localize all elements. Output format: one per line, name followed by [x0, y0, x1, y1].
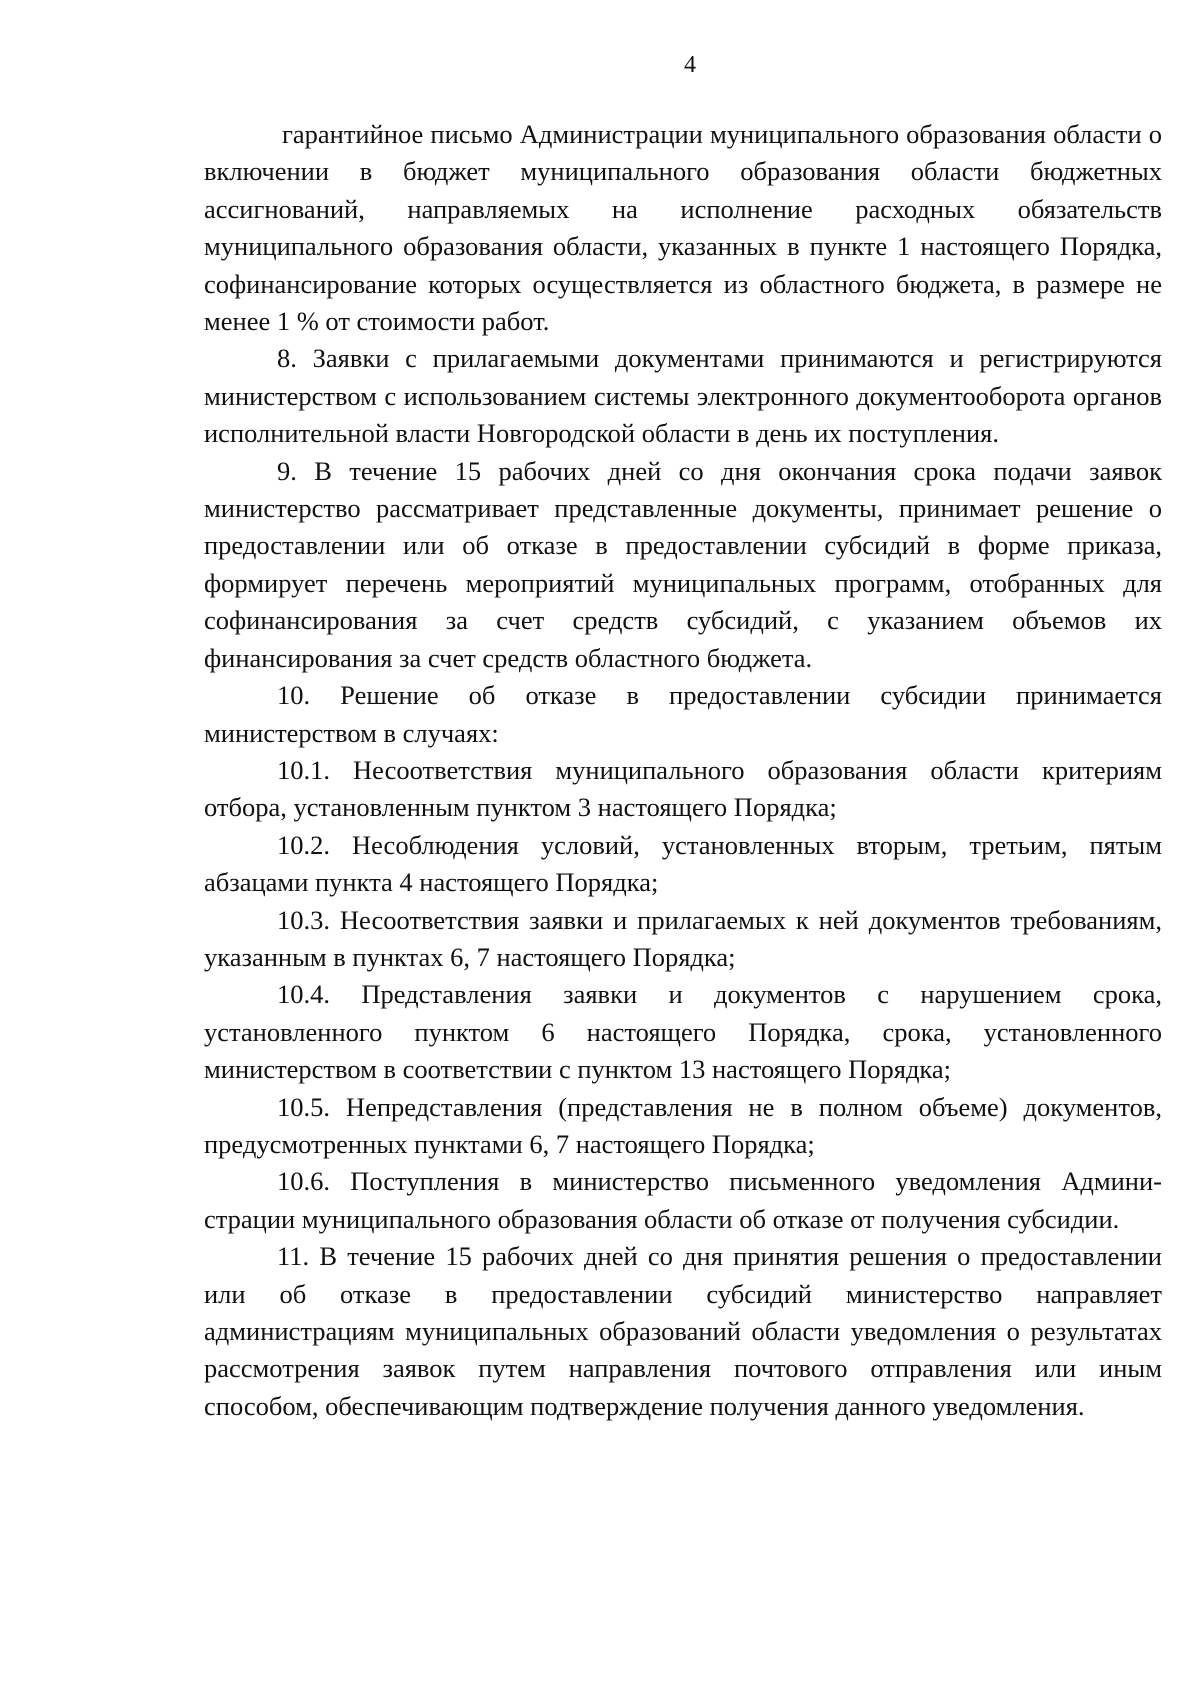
paragraph-9: 9. В течение 15 рабочих дней со дня окончания срока подачи заявок министерство рассматривает представленные документы, принимает решение о предоставлении или об отказе в предоставлении субсидий в форме приказа, формирует перечень мероприятий муниципальных программ, отобранных для софинансирования за счет средств субсидий, с указанием объемов их финансирования за счет средств областного бюджета. [204, 455, 1162, 673]
page-number: 4 [684, 52, 696, 78]
paragraph-8: 8. Заявки с прилагаемыми документами принимаются и регистрируются министерством с использованием системы электронного документооборота органов исполнительной власти Новгородской области в день их поступления. [204, 343, 1162, 449]
paragraph-10-4: 10.4. Представления заявки и документов с нарушением срока, установленного пунктом 6 настоящего Порядка, срока, установленного министерством в соответствии с пунктом 13 настоящего Порядка; [204, 979, 1162, 1085]
paragraph-10-5: 10.5. Непредставления (представления не в полном объеме) документов, предусмотренных пунктами 6, 7 настоящего Порядка; [204, 1091, 1162, 1159]
paragraph-guarantee-letter: гарантийное письмо Администрации муниципального образования области о включении в бюджет муниципального образования области бюджетных ассигнований, направляемых на исполнение расходных обязательств муниципального образования области, указанных в пункте 1 настоящего Порядка, софинансирование которых осуществляется из областного бюджета, в размере не менее 1 % от стоимости работ. [204, 119, 1162, 337]
paragraph-10-2: 10.2. Несоблюдения условий, установленных вторым, третьим, пятым абзацами пункта 4 настоящего Порядка; [204, 829, 1162, 898]
paragraph-10: 10. Решение об отказе в предоставлении субсидии принимается министерством в случаях: [204, 680, 1162, 748]
paragraph-10-1: 10.1. Несоответствия муниципального образования области критериям отбора, установленным пунктом 3 настоящего Порядка; [204, 754, 1162, 823]
paragraph-10-6: 10.6. Поступления в министерство письменного уведомления Администрации муниципального образования области об отказе от получения субсидии. [204, 1166, 1162, 1234]
paragraph-10-3: 10.3. Несоответствия заявки и прилагаемых к ней документов требованиям, указанным в пунктах 6, 7 настоящего Порядка; [204, 904, 1162, 972]
document-body [204, 116, 1162, 1425]
paragraph-11: 11. В течение 15 рабочих дней со дня принятия решения о предоставлении или об отказе в предоставлении субсидий министерство направляет администрациям муниципальных образований области уведомления о результатах рассмотрения заявок путем направления почтового отправления или иным способом, обеспечивающим подтверждение получения данного уведомления. [204, 1241, 1162, 1421]
